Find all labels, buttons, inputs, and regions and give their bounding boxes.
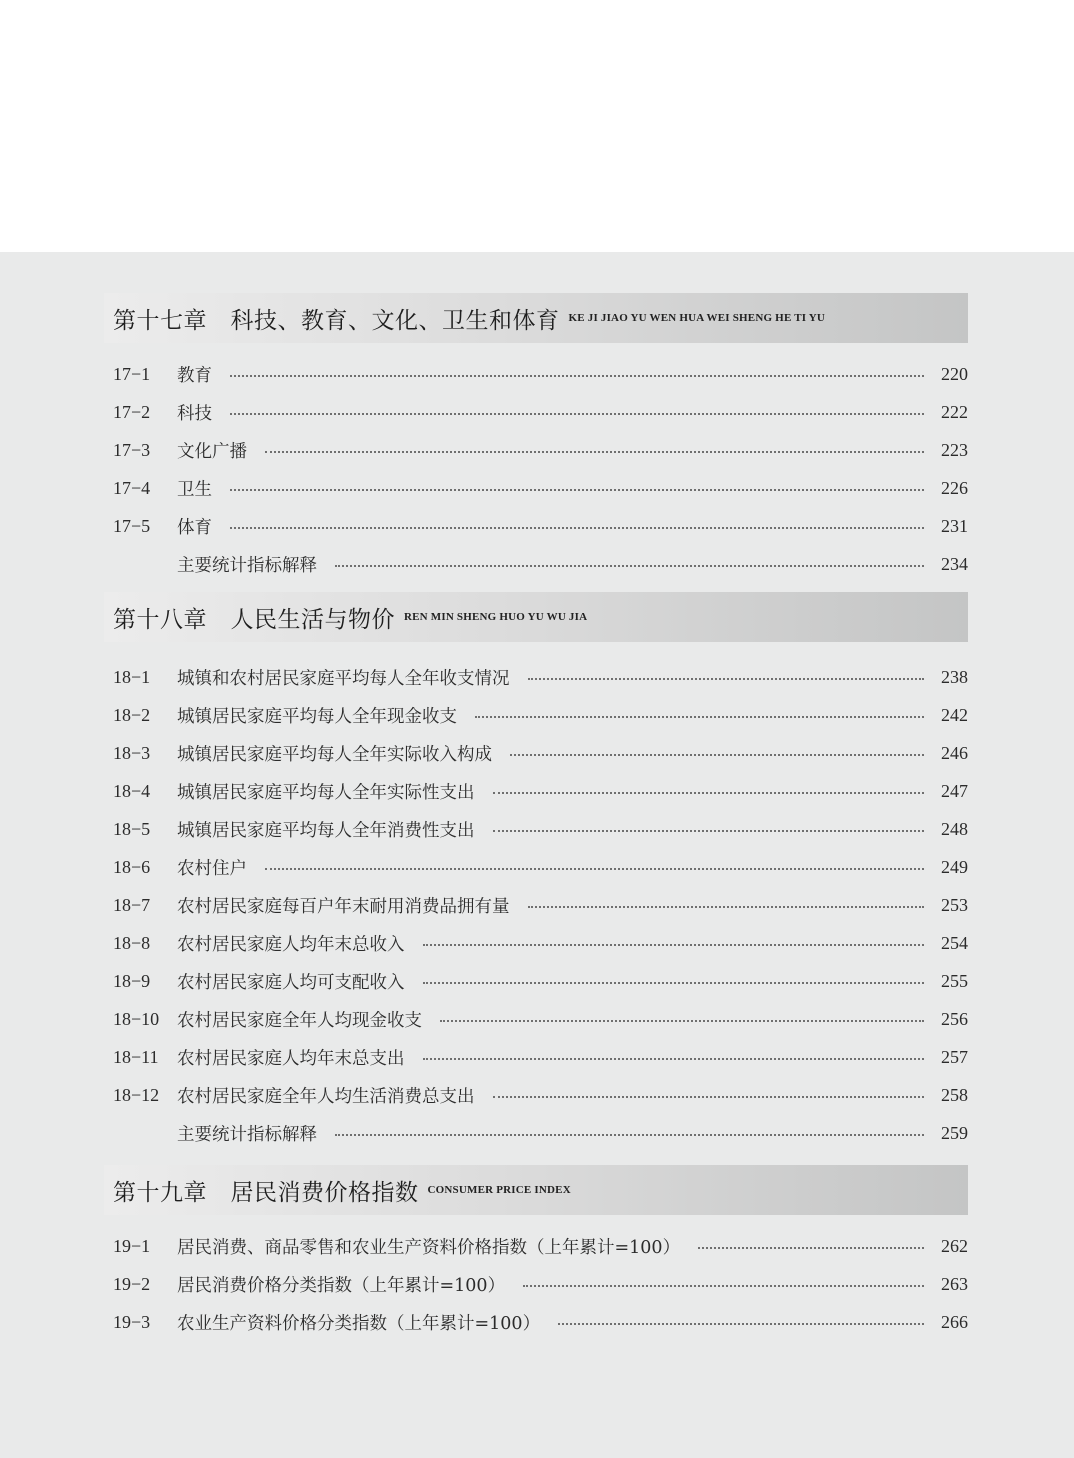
- entry-number: 18−7: [113, 894, 151, 915]
- toc-entry[interactable]: [113, 817, 968, 841]
- entry-page: 249: [941, 856, 968, 877]
- entry-page: 253: [941, 894, 968, 915]
- toc-entry[interactable]: [113, 741, 968, 765]
- entry-number: 18−1: [113, 666, 151, 687]
- entry-number: 19−1: [113, 1235, 151, 1256]
- entry-title: 城镇和农村居民家庭平均每人全年收支情况: [177, 668, 510, 689]
- entry-page: 223: [941, 439, 968, 460]
- toc-entry[interactable]: [113, 665, 968, 689]
- entry-title: 农业生产资料价格分类指数（上年累计=100）: [177, 1313, 541, 1334]
- dot-leader: [475, 715, 924, 718]
- entry-number: 18−8: [113, 932, 151, 953]
- chapter-title: 第十八章 人民生活与物价: [113, 606, 395, 633]
- dot-leader: [423, 943, 925, 946]
- dot-leader: [698, 1246, 924, 1249]
- toc-entry[interactable]: [113, 476, 968, 500]
- entry-title: 农村居民家庭全年人均现金收支: [177, 1010, 422, 1031]
- chapter-header: [104, 1165, 968, 1215]
- chapter-title: 第十九章 居民消费价格指数: [113, 1179, 419, 1206]
- entry-page: 222: [941, 401, 968, 422]
- dot-leader: [493, 791, 925, 794]
- chapter-title: 第十七章 科技、教育、文化、卫生和体育: [113, 307, 560, 334]
- entry-number: 19−3: [113, 1311, 151, 1332]
- entry-title: 城镇居民家庭平均每人全年实际收入构成: [177, 744, 492, 765]
- toc-entry[interactable]: [113, 969, 968, 993]
- chapter-header: [104, 293, 968, 343]
- dot-leader: [510, 753, 924, 756]
- chapter-title-en: CONSUMER PRICE INDEX: [427, 1184, 571, 1196]
- entry-number: 18−4: [113, 780, 151, 801]
- entry-number: 18−5: [113, 818, 151, 839]
- entry-page: 262: [941, 1235, 968, 1256]
- entry-page: 257: [941, 1046, 968, 1067]
- entry-number: 17−4: [113, 477, 151, 498]
- dot-leader: [230, 488, 924, 491]
- toc-entry[interactable]: [113, 931, 968, 955]
- toc-entry[interactable]: [113, 1121, 968, 1145]
- entry-page: 220: [941, 363, 968, 384]
- toc-entry[interactable]: [113, 514, 968, 538]
- dot-leader: [335, 564, 924, 567]
- dot-leader: [335, 1133, 924, 1136]
- dot-leader: [528, 905, 925, 908]
- entry-page: 247: [941, 780, 968, 801]
- toc-entry[interactable]: [113, 855, 968, 879]
- entry-title: 农村居民家庭人均可支配收入: [177, 972, 405, 993]
- entry-page: 258: [941, 1084, 968, 1105]
- entry-number: 17−2: [113, 401, 151, 422]
- entry-title: 居民消费价格分类指数（上年累计=100）: [177, 1275, 506, 1296]
- entry-number: 18−9: [113, 970, 151, 991]
- dot-leader: [265, 450, 924, 453]
- dot-leader: [528, 677, 925, 680]
- dot-leader: [423, 981, 925, 984]
- toc-entry[interactable]: [113, 779, 968, 803]
- entry-number: 17−1: [113, 363, 151, 384]
- entry-number: 17−3: [113, 439, 151, 460]
- entry-page: 256: [941, 1008, 968, 1029]
- entry-page: 234: [941, 553, 968, 574]
- entry-page: 263: [941, 1273, 968, 1294]
- dot-leader: [423, 1057, 925, 1060]
- entry-title: 农村居民家庭每百户年末耐用消费品拥有量: [177, 896, 510, 917]
- blank-page-top: [0, 0, 1074, 252]
- entry-page: 255: [941, 970, 968, 991]
- entry-title: 城镇居民家庭平均每人全年现金收支: [177, 706, 457, 727]
- entry-page: 231: [941, 515, 968, 536]
- entry-title: 科技: [177, 403, 212, 424]
- dot-leader: [493, 829, 925, 832]
- toc-entry[interactable]: [113, 893, 968, 917]
- entry-title: 主要统计指标解释: [177, 1124, 317, 1145]
- chapter-title-en: REN MIN SHENG HUO YU WU JIA: [404, 611, 588, 623]
- toc-entry[interactable]: [113, 1272, 968, 1296]
- entry-title: 农村居民家庭全年人均生活消费总支出: [177, 1086, 475, 1107]
- entry-page: 246: [941, 742, 968, 763]
- toc-entry[interactable]: [113, 362, 968, 386]
- entry-page: 266: [941, 1311, 968, 1332]
- entry-number: 18−10: [113, 1008, 160, 1029]
- toc-entry[interactable]: [113, 400, 968, 424]
- dot-leader: [558, 1322, 924, 1325]
- entry-number: 18−2: [113, 704, 151, 725]
- toc-entry[interactable]: [113, 1310, 968, 1334]
- entry-number: 18−6: [113, 856, 151, 877]
- entry-title: 农村住户: [177, 858, 247, 879]
- entry-number: 17−5: [113, 515, 151, 536]
- entry-title: 文化广播: [177, 441, 247, 462]
- entry-page: 242: [941, 704, 968, 725]
- dot-leader: [523, 1284, 924, 1287]
- entry-title: 体育: [177, 517, 212, 538]
- entry-page: 248: [941, 818, 968, 839]
- dot-leader: [265, 867, 924, 870]
- entry-title: 城镇居民家庭平均每人全年实际性支出: [177, 782, 475, 803]
- entry-title: 教育: [177, 365, 212, 386]
- entry-page: 254: [941, 932, 968, 953]
- entry-number: 19−2: [113, 1273, 151, 1294]
- toc-entry[interactable]: [113, 1083, 968, 1107]
- entry-number: 18−11: [113, 1046, 159, 1067]
- toc-entry[interactable]: [113, 1045, 968, 1069]
- dot-leader: [230, 412, 924, 415]
- entry-page: 259: [941, 1122, 968, 1143]
- toc-entry[interactable]: [113, 1234, 968, 1258]
- chapter-header: [104, 592, 968, 642]
- toc-entry[interactable]: [113, 438, 968, 462]
- entry-title: 城镇居民家庭平均每人全年消费性支出: [177, 820, 475, 841]
- chapter-title-en: KE JI JIAO YU WEN HUA WEI SHENG HE TI YU: [568, 312, 826, 324]
- entry-number: 18−12: [113, 1084, 160, 1105]
- entry-title: 居民消费、商品零售和农业生产资料价格指数（上年累计=100）: [177, 1237, 681, 1258]
- entry-page: 238: [941, 666, 968, 687]
- entry-page: 226: [941, 477, 968, 498]
- table-of-contents: [0, 252, 1074, 1458]
- dot-leader: [230, 374, 924, 377]
- entry-title: 主要统计指标解释: [177, 555, 317, 576]
- entry-title: 农村居民家庭人均年末总收入: [177, 934, 405, 955]
- entry-number: 18−3: [113, 742, 151, 763]
- entry-title: 卫生: [177, 479, 212, 500]
- entry-title: 农村居民家庭人均年末总支出: [177, 1048, 405, 1069]
- dot-leader: [440, 1019, 924, 1022]
- dot-leader: [230, 526, 924, 529]
- toc-entry[interactable]: [113, 703, 968, 727]
- toc-entry[interactable]: [113, 552, 968, 576]
- toc-entry[interactable]: [113, 1007, 968, 1031]
- dot-leader: [493, 1095, 925, 1098]
